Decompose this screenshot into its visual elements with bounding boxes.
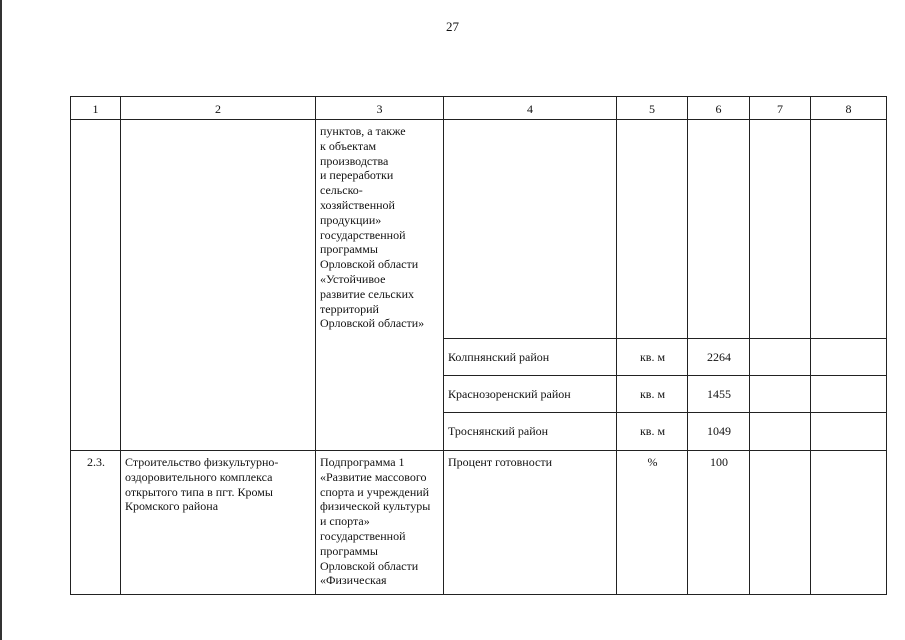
- item-cell-7: [750, 451, 811, 595]
- header-col-5: 5: [617, 97, 688, 120]
- continued-cell-value: [688, 120, 750, 339]
- continued-cell-indicator: [444, 120, 617, 339]
- district-cell-8: [811, 376, 887, 413]
- district-cell-7: [750, 339, 811, 376]
- district-cell-7: [750, 376, 811, 413]
- continued-cell-8: [811, 120, 887, 339]
- continued-program-cell: пунктов, а также к объектам производства и переработки сельско- хозяйственной продукции» государственной программы Орловской области «Устойчивое развитие сельских территорий Орловской области»: [316, 120, 444, 451]
- district-unit: кв. м: [617, 376, 688, 413]
- item-name: Строительство физкультурно- оздоровительного комплекса открытого типа в пгт. Кромы Кромского района: [121, 451, 316, 595]
- continued-cell-name: [121, 120, 316, 451]
- district-indicator: Троснянский район: [444, 413, 617, 451]
- item-number: 2.3.: [71, 451, 121, 595]
- continued-cell-unit: [617, 120, 688, 339]
- continued-row: [71, 120, 887, 339]
- page-left-border: [0, 0, 2, 640]
- district-unit: кв. м: [617, 413, 688, 451]
- header-col-8: 8: [811, 97, 887, 120]
- item-unit: %: [617, 451, 688, 595]
- item-cell-8: [811, 451, 887, 595]
- district-cell-8: [811, 413, 887, 451]
- continued-cell-number: [71, 120, 121, 451]
- item-indicator: Процент готовности: [444, 451, 617, 595]
- district-unit: кв. м: [617, 339, 688, 376]
- header-col-6: 6: [688, 97, 750, 120]
- page-number: 27: [446, 19, 459, 34]
- district-cell-7: [750, 413, 811, 451]
- district-indicator: Краснозоренский район: [444, 376, 617, 413]
- header-col-7: 7: [750, 97, 811, 120]
- continued-cell-7: [750, 120, 811, 339]
- program-table: [70, 96, 887, 595]
- district-value: 2264: [688, 339, 750, 376]
- column-number-row: [71, 97, 887, 120]
- district-indicator: Колпнянский район: [444, 339, 617, 376]
- district-value: 1049: [688, 413, 750, 451]
- header-col-2: 2: [121, 97, 316, 120]
- header-col-3: 3: [316, 97, 444, 120]
- item-program: Подпрограмма 1 «Развитие массового спорта и учреждений физической культуры и спорта» государственной программы Орловской области «Физическая: [316, 451, 444, 595]
- table-row-2-3: [71, 451, 887, 595]
- item-value: 100: [688, 451, 750, 595]
- header-col-1: 1: [71, 97, 121, 120]
- header-col-4: 4: [444, 97, 617, 120]
- district-cell-8: [811, 339, 887, 376]
- district-value: 1455: [688, 376, 750, 413]
